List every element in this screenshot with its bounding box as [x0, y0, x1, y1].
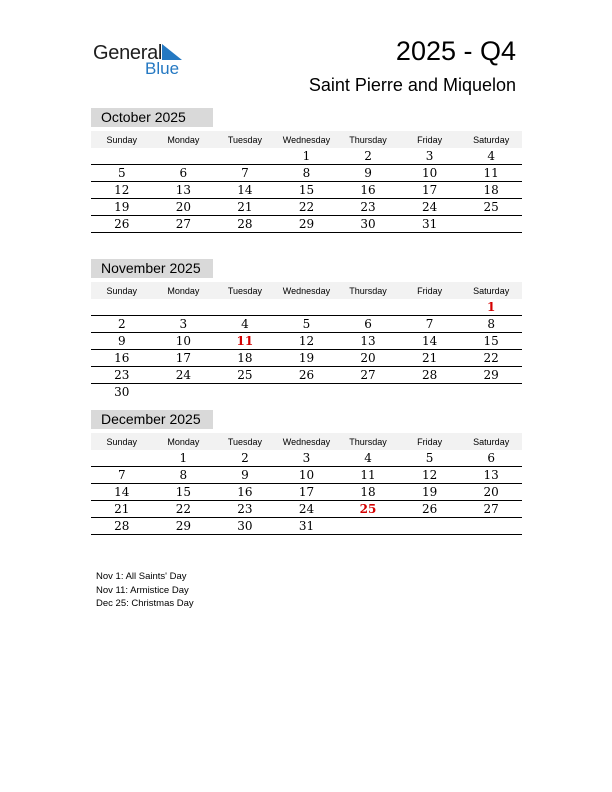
day-cell: 17 [276, 484, 338, 501]
day-cell: 27 [153, 216, 215, 233]
empty-day-cell [91, 299, 153, 316]
day-cell: 15 [276, 182, 338, 199]
day-cell: 6 [460, 450, 522, 467]
day-cell: 8 [153, 467, 215, 484]
day-cell: 31 [399, 216, 461, 233]
weekday-header: Friday [399, 433, 461, 450]
month-october [91, 108, 522, 233]
day-cell: 14 [91, 484, 153, 501]
day-cell: 30 [337, 216, 399, 233]
day-cell: 27 [460, 501, 522, 518]
empty-day-cell [91, 148, 153, 165]
day-cell: 4 [460, 148, 522, 165]
day-cell: 4 [337, 450, 399, 467]
week-row [91, 216, 522, 233]
generalblue-logo [93, 42, 193, 78]
day-cell: 12 [399, 467, 461, 484]
empty-day-cell [214, 299, 276, 316]
calendar-table [91, 282, 522, 400]
day-cell: 22 [276, 199, 338, 216]
week-row [91, 316, 522, 333]
day-cell: 11 [337, 467, 399, 484]
empty-day-cell [337, 384, 399, 401]
day-cell: 23 [91, 367, 153, 384]
day-cell: 19 [91, 199, 153, 216]
note-line: Dec 25: Christmas Day [96, 598, 194, 609]
day-cell: 26 [399, 501, 461, 518]
empty-day-cell [276, 299, 338, 316]
day-cell: 17 [153, 350, 215, 367]
day-cell: 21 [91, 501, 153, 518]
day-cell: 10 [153, 333, 215, 350]
day-cell: 12 [91, 182, 153, 199]
month-december [91, 410, 522, 535]
day-cell: 15 [460, 333, 522, 350]
weekday-header: Saturday [460, 433, 522, 450]
weekday-header: Saturday [460, 282, 522, 299]
empty-day-cell [399, 384, 461, 401]
empty-day-cell [153, 384, 215, 401]
day-cell: 12 [276, 333, 338, 350]
day-cell: 8 [460, 316, 522, 333]
week-row [91, 367, 522, 384]
weekday-header: Tuesday [214, 282, 276, 299]
day-cell: 1 [460, 299, 522, 316]
note-line: Nov 1: All Saints' Day [96, 571, 187, 582]
weekday-header: Thursday [337, 282, 399, 299]
logo-flag-icon [162, 44, 182, 60]
day-cell: 26 [276, 367, 338, 384]
day-cell: 22 [460, 350, 522, 367]
day-cell: 28 [399, 367, 461, 384]
week-row [91, 165, 522, 182]
day-cell: 27 [337, 367, 399, 384]
day-cell: 25 [460, 199, 522, 216]
weekday-header: Tuesday [214, 433, 276, 450]
weekday-header-row [91, 282, 522, 299]
day-cell: 30 [214, 518, 276, 535]
day-cell: 18 [337, 484, 399, 501]
week-row [91, 467, 522, 484]
weekday-header: Sunday [91, 131, 153, 148]
day-cell: 20 [153, 199, 215, 216]
month-november [91, 259, 522, 400]
weekday-header: Thursday [337, 131, 399, 148]
day-cell: 18 [214, 350, 276, 367]
week-row [91, 182, 522, 199]
weekday-header: Sunday [91, 282, 153, 299]
week-row [91, 148, 522, 165]
empty-day-cell [460, 384, 522, 401]
day-cell: 15 [153, 484, 215, 501]
weekday-header: Friday [399, 282, 461, 299]
day-cell: 5 [399, 450, 461, 467]
weekday-header: Monday [153, 282, 215, 299]
day-cell: 25 [214, 367, 276, 384]
day-cell: 1 [276, 148, 338, 165]
day-cell: 11 [460, 165, 522, 182]
month-label: December 2025 [91, 410, 213, 429]
day-cell: 3 [399, 148, 461, 165]
weekday-header: Tuesday [214, 131, 276, 148]
weekday-header-row [91, 433, 522, 450]
day-cell: 16 [214, 484, 276, 501]
weekday-header: Sunday [91, 433, 153, 450]
week-row [91, 518, 522, 535]
day-cell: 8 [276, 165, 338, 182]
day-cell: 25 [337, 501, 399, 518]
day-cell: 2 [91, 316, 153, 333]
weekday-header: Friday [399, 131, 461, 148]
day-cell: 19 [399, 484, 461, 501]
weekday-header: Monday [153, 433, 215, 450]
day-cell: 21 [399, 350, 461, 367]
day-cell: 23 [214, 501, 276, 518]
calendar-table [91, 131, 522, 233]
logo-text-general: General [93, 42, 163, 64]
day-cell: 19 [276, 350, 338, 367]
day-cell: 14 [214, 182, 276, 199]
empty-day-cell [337, 518, 399, 535]
day-cell: 24 [153, 367, 215, 384]
day-cell: 5 [91, 165, 153, 182]
note-line: Nov 11: Armistice Day [96, 584, 189, 596]
day-cell: 29 [153, 518, 215, 535]
weekday-header: Saturday [460, 131, 522, 148]
day-cell: 3 [153, 316, 215, 333]
weekday-header: Wednesday [276, 433, 338, 450]
empty-day-cell [153, 148, 215, 165]
day-cell: 24 [276, 501, 338, 518]
day-cell: 13 [460, 467, 522, 484]
week-row [91, 350, 522, 367]
weekday-header: Wednesday [276, 131, 338, 148]
day-cell: 2 [214, 450, 276, 467]
day-cell: 6 [337, 316, 399, 333]
day-cell: 14 [399, 333, 461, 350]
day-cell: 29 [460, 367, 522, 384]
day-cell: 17 [399, 182, 461, 199]
weekday-header-row [91, 131, 522, 148]
day-cell: 3 [276, 450, 338, 467]
day-cell: 21 [214, 199, 276, 216]
day-cell: 30 [114, 385, 130, 399]
weekday-header: Wednesday [276, 282, 338, 299]
day-cell: 13 [153, 182, 215, 199]
day-cell: 9 [337, 165, 399, 182]
empty-day-cell [399, 299, 461, 316]
week-row [91, 484, 522, 501]
day-cell: 7 [399, 316, 461, 333]
month-label: November 2025 [91, 259, 213, 278]
empty-day-cell [276, 384, 338, 401]
empty-day-cell [399, 518, 461, 535]
day-cell: 20 [460, 484, 522, 501]
day-cell: 9 [91, 333, 153, 350]
weekday-header: Thursday [337, 433, 399, 450]
day-cell: 20 [337, 350, 399, 367]
day-cell: 5 [276, 316, 338, 333]
day-cell: 9 [214, 467, 276, 484]
day-cell: 10 [276, 467, 338, 484]
day-cell: 28 [214, 216, 276, 233]
day-cell: 7 [91, 467, 153, 484]
day-cell: 2 [337, 148, 399, 165]
day-cell: 24 [399, 199, 461, 216]
day-cell: 16 [91, 350, 153, 367]
empty-day-cell [153, 299, 215, 316]
week-row [91, 450, 522, 467]
empty-day-cell [460, 518, 522, 535]
calendar-table [91, 433, 522, 535]
empty-day-cell [337, 299, 399, 316]
day-cell: 18 [460, 182, 522, 199]
page-subtitle: Saint Pierre and Miquelon [308, 75, 516, 95]
day-cell: 6 [153, 165, 215, 182]
holiday-notes [96, 570, 194, 611]
day-cell: 10 [399, 165, 461, 182]
day-cell: 29 [276, 216, 338, 233]
day-cell: 22 [153, 501, 215, 518]
empty-day-cell [214, 384, 276, 401]
day-cell: 31 [276, 518, 338, 535]
day-cell: 13 [337, 333, 399, 350]
week-row [91, 333, 522, 350]
page-title: 2025 - Q4 [395, 36, 516, 66]
weekday-header: Monday [153, 131, 215, 148]
day-cell: 11 [214, 333, 276, 350]
week-row [91, 501, 522, 518]
month-label: October 2025 [91, 108, 213, 127]
week-row [91, 384, 522, 401]
day-cell: 4 [214, 316, 276, 333]
day-cell: 23 [337, 199, 399, 216]
week-row [91, 199, 522, 216]
day-cell: 16 [337, 182, 399, 199]
day-cell: 28 [91, 518, 153, 535]
logo-text-blue: Blue [145, 59, 180, 78]
day-cell: 26 [91, 216, 153, 233]
empty-day-cell [460, 216, 522, 233]
day-cell: 1 [153, 450, 215, 467]
week-row [91, 299, 522, 316]
empty-day-cell [91, 450, 153, 467]
day-cell: 7 [214, 165, 276, 182]
empty-day-cell [214, 148, 276, 165]
